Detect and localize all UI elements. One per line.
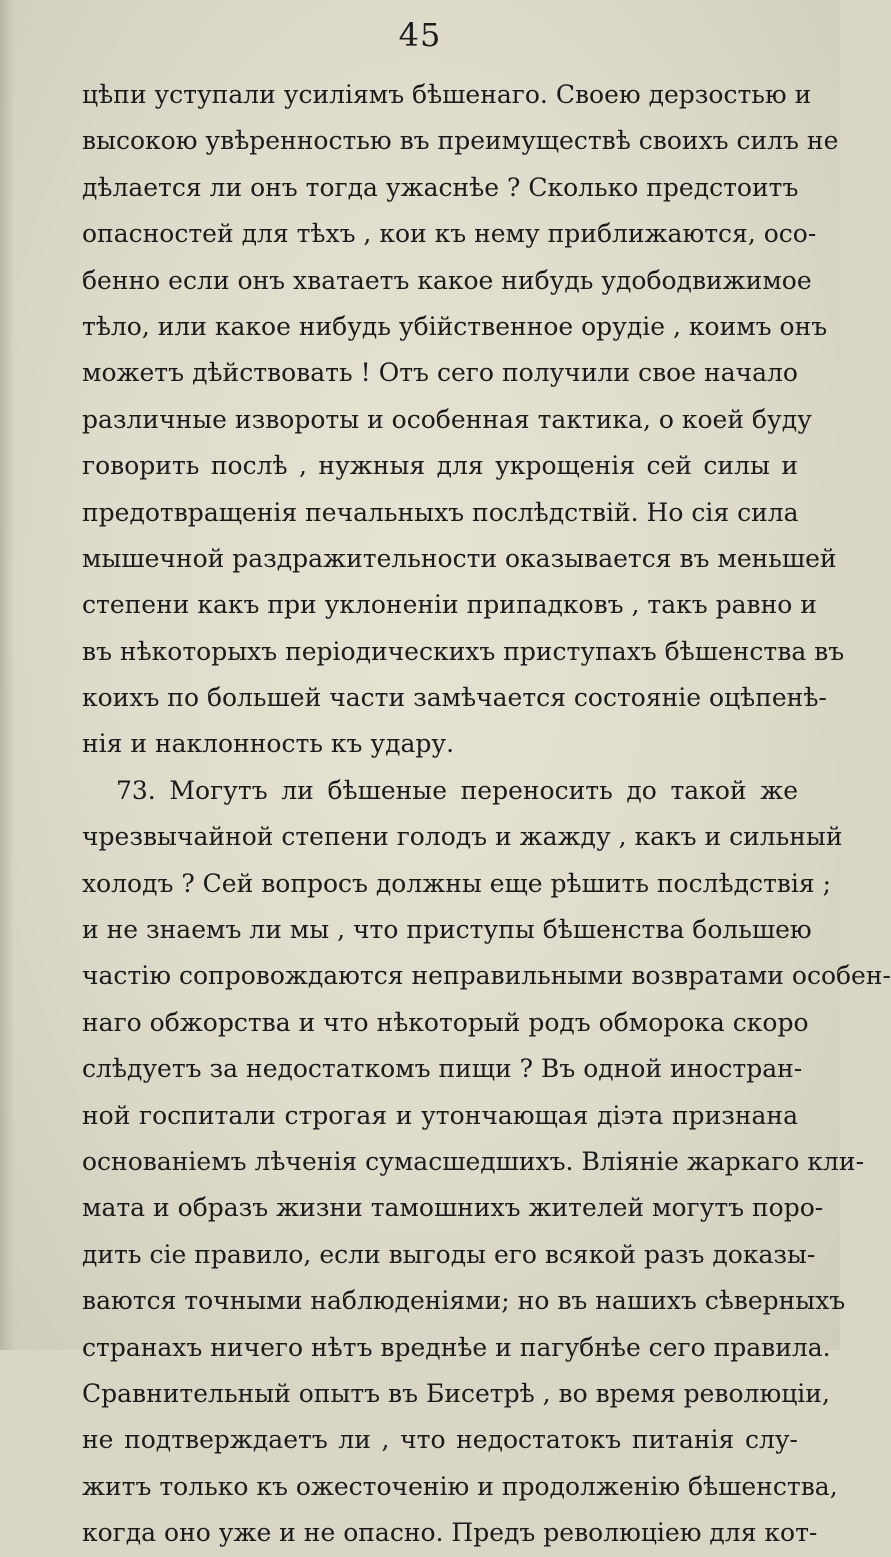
text-line: холодъ ? Сей вопросъ должны еще рѣшить послѣдствія ;	[82, 868, 831, 898]
text-line: чрезвычайной степени голодъ и жажду , какъ и сильный	[82, 822, 843, 852]
text-line: когда оно уже и не опасно. Предъ революціею для кот-	[82, 1518, 818, 1548]
page-shadow-edge	[0, 0, 14, 1350]
text-line: и не знаемъ ли мы , что приступы бѣшенства большею	[82, 915, 812, 945]
text-line: говорить послѣ , нужныя для укрощенія сей силы и	[82, 451, 798, 481]
text-line: коихъ по большей части замѣчается состояніе оцѣпенѣ-	[82, 683, 827, 713]
text-line: бенно если онъ хватаетъ какое нибудь удободвижимое	[82, 265, 812, 295]
page-number: 45	[398, 16, 442, 54]
text-line: дить сіе правило, если выгоды его всякой разъ доказы-	[82, 1239, 816, 1269]
text-line: дѣлается ли онъ тогда ужаснѣе ? Сколько предстоитъ	[82, 172, 799, 202]
text-line: можетъ дѣйствовать ! Отъ сего получили свое начало	[82, 358, 798, 388]
text-line: странахъ ничего нѣтъ вреднѣе и пагубнѣе сего правила.	[82, 1332, 831, 1362]
text-line: степени какъ при уклоненіи припадковъ , такъ равно и	[82, 590, 817, 620]
text-line: мышечной раздражительности оказывается въ меньшей	[82, 543, 837, 573]
text-line: цѣпи уступали усиліямъ бѣшенаго. Своею дерзостью и	[82, 80, 812, 109]
text-line: Сравнительный опытъ въ Бисетрѣ , во время революціи,	[82, 1378, 830, 1408]
text-line: частію сопровождаются неправильными возвратами особен-	[82, 961, 891, 991]
body-text	[82, 72, 891, 1557]
text-line: мата и образъ жизни тамошнихъ жителей могутъ поро-	[82, 1193, 824, 1223]
text-line: наго обжорства и что нѣкоторый родъ обморока скоро	[82, 1007, 809, 1037]
text-line: предотвращенія печальныхъ послѣдствій. Но сія сила	[82, 497, 799, 527]
text-line: въ нѣкоторыхъ періодическихъ приступахъ бѣшенства въ	[82, 636, 845, 666]
text-line: тѣло, или какое нибудь убійственное орудіе , коимъ онъ	[82, 311, 828, 341]
text-line: различные извороты и особенная тактика, о коей буду	[82, 404, 812, 434]
text-line: опасностей для тѣхъ , кои къ нему приближаются, осо-	[82, 219, 817, 249]
paragraph-end-line: нія и наклонность къ удару.	[82, 729, 455, 759]
text-line: не подтверждаетъ ли , что недостатокъ питанія слу-	[82, 1425, 798, 1455]
text-line: ваются точными наблюденіями; но въ нашихъ сѣверныхъ	[82, 1286, 846, 1316]
text-line: высокою увѣренностью въ преимуществѣ своихъ силъ не	[82, 126, 839, 156]
text-line: слѣдуетъ за недостаткомъ пищи ? Въ одной иностран-	[82, 1054, 803, 1084]
text-line: ной госпитали строгая и утончающая діэта признана	[82, 1100, 798, 1130]
text-line: житъ только къ ожесточенію и продолженію бѣшенства,	[82, 1471, 838, 1501]
text-line: основаніемъ лѣченія сумасшедшихъ. Вліяніе жаркаго кли-	[82, 1146, 865, 1176]
section-start-line: 73. Могутъ ли бѣшеные переносить до такой же	[116, 775, 798, 805]
